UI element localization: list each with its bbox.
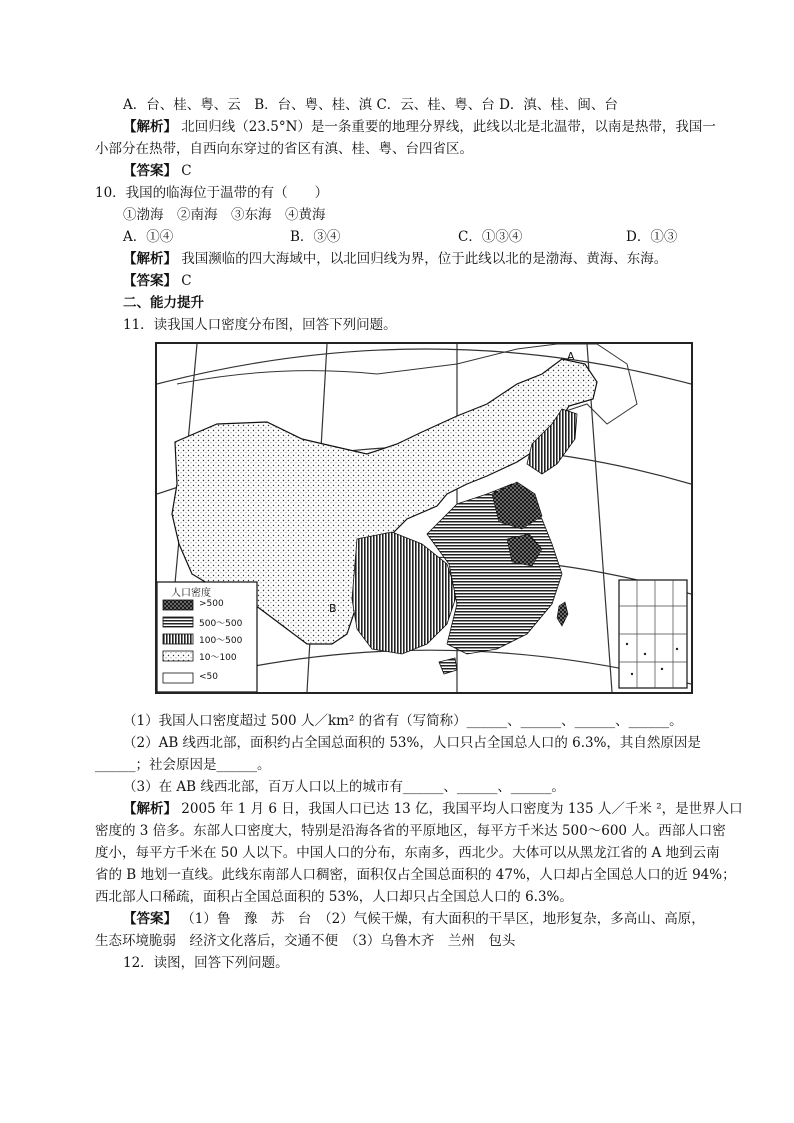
legend-title: 人口密度 [171,588,211,599]
answer-tag: 【答案】 [123,911,177,927]
q10-option-d: D．①③ [626,229,678,245]
analysis-tag: 【解析】 [123,251,177,267]
q10-option-a: A．①④ [123,229,174,245]
q11-sub3: （3）在 AB 线西北部，百万人口以上的城市有______、______、______。 [123,779,565,795]
answer-tag: 【答案】 [123,273,177,289]
answer-tag: 【答案】 [123,163,177,179]
q12-stem: 12．读图，回答下列问题。 [123,955,289,971]
legend-item-1: >500 [199,599,224,609]
q10-analysis [123,249,667,269]
legend-item-5: <50 [199,672,218,682]
q9-answer [123,161,192,181]
q9-analysis-line2: 小部分在热带，自西向东穿过的省区有滇、桂、粤、台四省区。 [95,141,473,157]
q10-option-b: B．③④ [290,229,341,245]
q11-answer-line2: 生态环境脆弱 经济文化落后，交通不便 （3）乌鲁木齐 兰州 包头 [95,933,516,949]
q11-analysis-line4: 省的 B 地划一直线。此线东南部人口稠密，面积仅占全国总面积的 47%，人口却占全国总人口的近 94%； [95,867,736,883]
q11-sub1: （1）我国人口密度超过 500 人／km² 的省有（写简称）______、______、______、______。 [123,713,683,729]
legend-item-3: 100～500 [199,636,243,646]
answer-text: （1）鲁 豫 苏 台 （2）气候干燥，有大面积的干旱区，地形复杂，多高山、高原， [181,911,705,927]
q11-stem: 11．读我国人口密度分布图，回答下列问题。 [123,317,397,333]
q11-analysis-line5: 西北部人口稀疏，面积占全国总面积的 53%，人口却只占全国总人口的 6.3%。 [95,889,573,905]
q9-options: A．台、桂、粤、云 B．台、粤、桂、滇 C．云、桂、粤、台 D．滇、桂、闽、台 [123,97,618,113]
analysis-text: 2005 年 1 月 6 日，我国人口已达 13 亿，我国平均人口密度为 135 人／千米 ²，是世界人口 [181,801,743,817]
analysis-tag: 【解析】 [123,119,177,135]
population-density-map [155,342,693,694]
q11-sub2-line2: ______；社会原因是______。 [95,757,271,773]
answer-text: C [181,163,192,179]
q11-answer-line1 [123,909,705,929]
q10-answer [123,271,192,291]
analysis-text: 我国濒临的四大海域中，以北回归线为界，位于此线以北的是渤海、黄海、东海。 [181,251,668,267]
answer-text: C [181,273,192,289]
q11-sub2-line1: （2）AB 线西北部，面积约占全国总面积的 53%，人口只占全国总人口的 6.3%，其自然原因是 [123,735,701,751]
section-title: 二、能力提升 [123,295,204,311]
q10-options [123,227,677,247]
q11-analysis-line1 [123,799,743,819]
q9-analysis-line1 [123,117,716,137]
q10-stem: 10．我国的临海位于温带的有（ ） [95,185,329,201]
q10-items: ①渤海 ②南海 ③东海 ④黄海 [123,207,326,223]
legend-item-4: 10～100 [199,653,237,663]
map-label-a: A [567,350,575,363]
analysis-tag: 【解析】 [123,801,177,817]
map-label-b: B [329,602,337,615]
analysis-text: 北回归线（23.5°N）是一条重要的地理分界线，此线以北是北温带，以南是热带，我国一 [181,119,716,135]
q11-analysis-line2: 密度的 3 倍多。东部人口密度大，特别是沿海各省的平原地区，每平方千米达 500～600 人。西部人口密 [95,823,726,839]
q11-analysis-line3: 度小，每平方千米在 50 人以下。中国人口的分布，东南多，西北少。大体可以从黑龙江省的 A 地到云南 [95,845,720,861]
legend-item-2: 500～500 [199,619,243,629]
q10-option-c: C．①③④ [458,229,523,245]
